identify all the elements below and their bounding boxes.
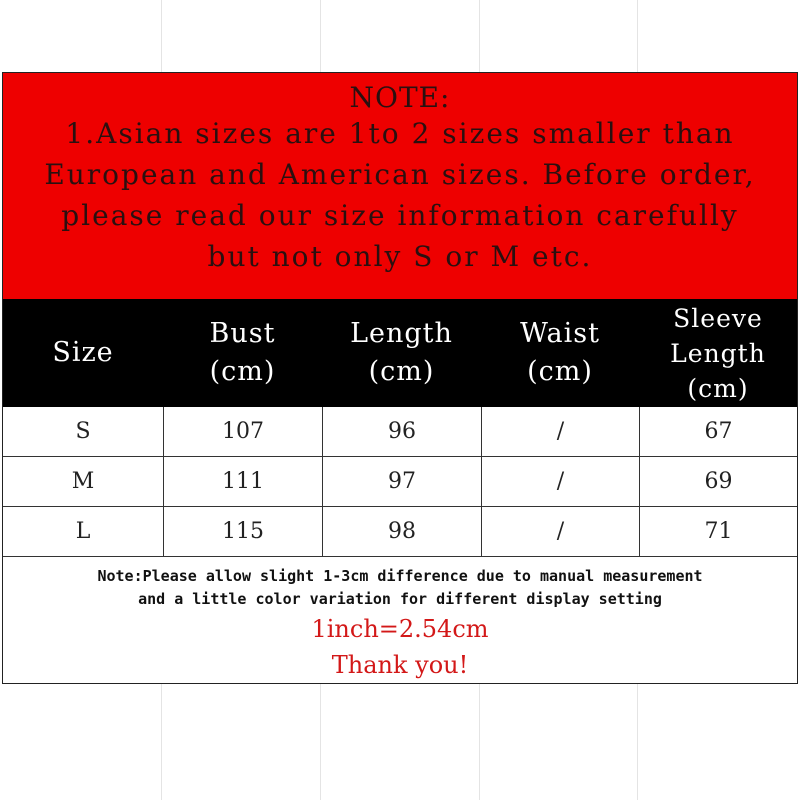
inch-conversion: 1inch=2.54cm [311,615,489,643]
thank-you-text: Thank you! [331,651,469,679]
table-row [3,506,797,556]
color-variation-note: and a little color variation for different display setting [138,590,662,608]
note-line: 1.Asian sizes are 1to 2 sizes smaller than [65,117,735,150]
cell-length: 97 [322,457,481,506]
header-unit: (cm) [209,356,276,387]
measurement-note: Note:Please allow slight 1-3cm difference due to manual measurement [97,567,703,585]
cell-waist: / [481,407,639,456]
table-row [3,407,797,456]
table-row [3,456,797,506]
header-unit: (cm) [368,356,435,387]
note-title: NOTE: [349,81,451,114]
header-bust [163,299,322,407]
header-size [3,299,163,407]
header-text: Length [350,318,453,349]
cell-size: S [75,419,91,444]
header-text: Waist [520,318,600,349]
note-line: European and American sizes. Before order, [44,158,756,191]
cell-size: M [71,469,95,494]
cell-waist: / [481,507,639,556]
note-banner [3,73,797,299]
table-header-row [3,299,797,407]
header-text: Size [52,337,114,368]
footer-note [3,556,797,683]
cell-size: L [75,519,91,544]
header-text: Bust [209,318,276,349]
header-unit: (cm) [527,356,593,387]
cell-bust: 115 [163,507,322,556]
cell-sleeve-length: 71 [639,507,797,556]
cell-bust: 111 [163,457,322,506]
header-sleeve-length [639,299,797,407]
table-body [3,407,797,556]
cell-length: 96 [322,407,481,456]
note-line: please read our size information carefully [61,199,739,232]
header-waist [481,299,639,407]
header-unit: (cm) [687,373,749,403]
cell-sleeve-length: 67 [639,407,797,456]
header-text: Sleeve [673,303,763,333]
cell-length: 98 [322,507,481,556]
cell-sleeve-length: 69 [639,457,797,506]
cell-bust: 107 [163,407,322,456]
header-text: Length [670,338,766,368]
note-line: but not only S or M etc. [207,240,593,273]
size-chart [2,72,798,684]
header-length [322,299,481,407]
cell-waist: / [481,457,639,506]
